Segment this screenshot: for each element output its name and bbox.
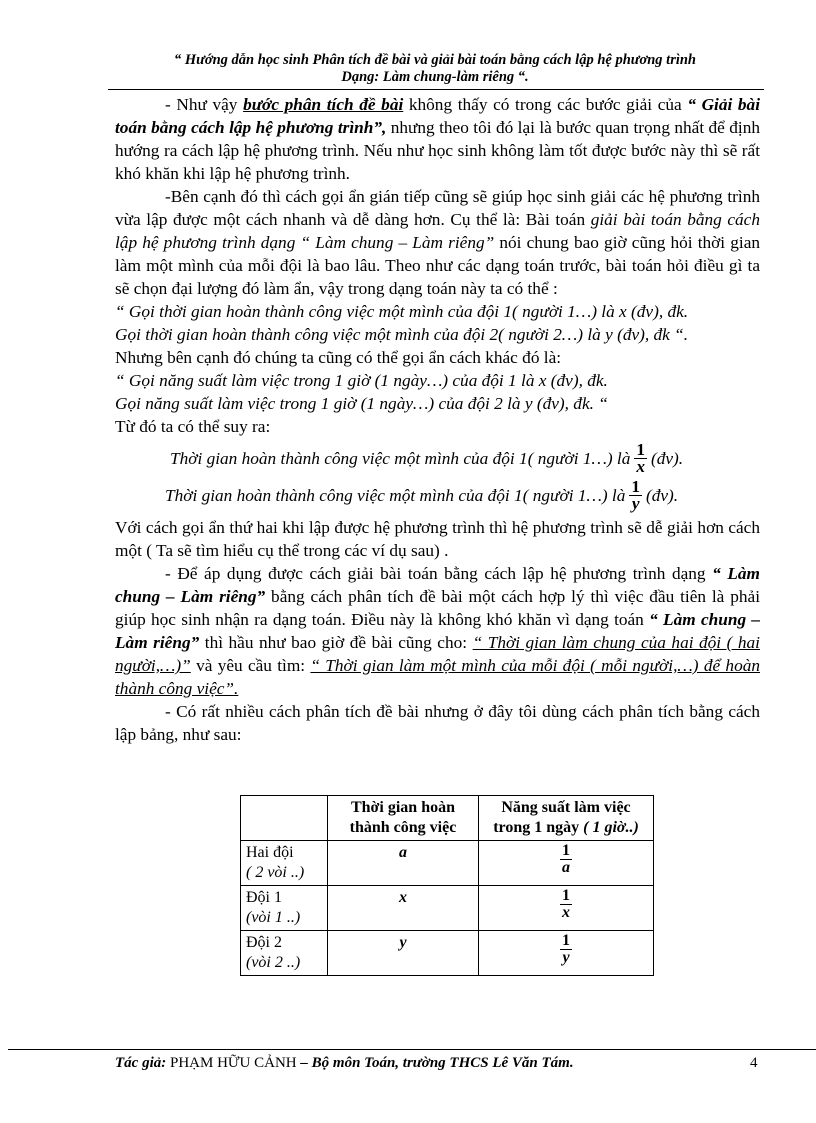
p1-text-a: - Như vậy	[165, 95, 244, 114]
page-number: 4	[750, 1055, 758, 1071]
p2-text-c: nói chung bao giờ cũng hỏi thời gian làm một mình của mỗi đội là bao lâu. Theo như các dạng toán trước, bài toán hỏi điều gì ta sẽ chọn đại lượng đó làm ẩn, vậy trong dạng toán này ta có thể :	[115, 233, 760, 298]
p1-emphasis-analysis: bước phân tích đề bài	[243, 95, 404, 114]
p6-text-g: và yêu cầu tìm:	[190, 656, 311, 675]
numerator: 1	[562, 887, 570, 904]
formula-1-unit: (đv).	[650, 449, 684, 468]
row-label-team-1	[241, 886, 328, 931]
table-header-time: Thời gian hoàn thành công việc	[328, 796, 479, 841]
running-header	[110, 52, 760, 86]
p6-text-a: - Để áp dụng được cách giải bài toán bằng cách lập hệ phương trình dạng	[165, 564, 713, 583]
footer-author	[115, 1055, 574, 1072]
fraction	[560, 843, 572, 876]
numerator: 1	[562, 842, 570, 859]
quote-1: “ Gọi thời gian hoàn thành công việc một mình của đội 1( người 1…) là x (đv), đk.	[115, 302, 689, 321]
cell-time-both: a	[328, 841, 479, 886]
numerator: 1	[562, 932, 570, 949]
paragraph-7: - Có rất nhiều cách phân tích đề bài nhưng ở đây tôi dùng cách phân tích bằng cách lập bảng, như sau:	[115, 702, 760, 744]
table-row	[241, 841, 654, 886]
p6-emphasis-type-1: “ Làm chung – Làm riêng”	[115, 564, 760, 606]
header-rule	[108, 89, 764, 90]
table-header-productivity	[479, 796, 654, 841]
formula-1-denominator: x	[636, 457, 645, 476]
paragraph-4: Từ đó ta có thể suy ra:	[115, 417, 271, 436]
formula-2-denominator: y	[631, 494, 640, 513]
p6-underlined-asked: “ Thời gian làm một mình của mỗi đội ( mỗi người,…) để hoàn thành công việc”.	[115, 656, 760, 698]
quote-4: Gọi năng suất làm việc trong 1 giờ (1 ngày…) của đội 2 là y (đv), đk. “	[115, 394, 608, 413]
denominator: a	[562, 859, 570, 876]
row-label-text: Đội 1	[246, 889, 282, 906]
productivity-header-unit: ( 1 giờ..)	[583, 819, 639, 836]
paragraph-3: Nhưng bên cạnh đó chúng ta cũng có thể gọi ẩn cách khác đó là:	[115, 348, 562, 367]
analysis-table	[240, 795, 654, 976]
cell-time-team-2: y	[328, 931, 479, 976]
formula-2-fraction	[629, 479, 642, 512]
paragraph-5: Với cách gọi ẩn thứ hai khi lập được hệ phương trình thì hệ phương trình sẽ dễ giải hơn cách một ( Ta sẽ tìm hiểu cụ thể trong các ví dụ sau) .	[115, 518, 760, 560]
row-label-sub: ( 2 vòi ..)	[246, 864, 305, 881]
row-label-text: Hai đội	[246, 844, 294, 861]
footer-author-label: Tác giả:	[115, 1055, 170, 1071]
formula-2-unit: (đv).	[645, 486, 679, 505]
table-row	[241, 886, 654, 931]
row-label-sub: (vòi 2 ..)	[246, 954, 301, 971]
formula-1-fraction	[634, 442, 647, 475]
cell-productivity-both	[479, 841, 654, 886]
formula-2-numerator: 1	[631, 477, 640, 496]
footer-affiliation: – Bộ môn Toán, trường THCS Lê Văn Tám.	[296, 1055, 574, 1071]
p6-text-e: thì hầu như bao giờ đề bài cũng cho:	[199, 633, 473, 652]
p2-text-a: -Bên cạnh đó thì cách gọi ẩn gián tiếp cũng sẽ giúp học sinh giải các hệ phương trình vừa lập được một cách nhanh và dễ dàng hơn. Cụ thể là: Bài toán	[115, 187, 760, 229]
p1-emphasis-title: “ Giải bài toán bằng cách lập hệ phương trình”,	[115, 95, 760, 137]
quote-2: Gọi thời gian hoàn thành công việc một mình của đội 2( người 2…) là y (đv), đk “.	[115, 325, 689, 344]
footer-author-name: PHẠM HỮU CẢNH	[169, 1055, 297, 1071]
denominator: y	[562, 949, 570, 966]
table-row	[241, 931, 654, 976]
p1-text-e: nhưng theo tôi đó lại là bước quan trọng nhất để định hướng ra cách lập hệ phương trình. Nếu như học sinh không làm tốt được bước này thì sẽ rất khó khăn khi lập hệ phương trình.	[115, 118, 760, 183]
p1-text-c: không thấy có trong các bước giải của	[403, 95, 688, 114]
table-corner-cell	[241, 796, 328, 841]
p6-text-c: bằng cách phân tích đề bài một cách hợp lý thì việc đầu tiên là phải giúp học sinh nhận ra dạng toán. Điều này là không khó khăn vì dạng toán	[115, 587, 760, 629]
formula-1-numerator: 1	[636, 440, 645, 459]
productivity-header-text: Năng suất làm việc trong 1 ngày	[493, 799, 631, 836]
row-label-sub: (vòi 1 ..)	[246, 909, 301, 926]
footer-rule	[8, 1049, 816, 1050]
fraction	[560, 888, 572, 921]
formula-1-text: Thời gian hoàn thành công việc một mình của đội 1( người 1…) là	[170, 449, 631, 468]
paragraph-6	[115, 562, 760, 700]
cell-productivity-team-1	[479, 886, 654, 931]
formula-1	[115, 442, 760, 475]
cell-time-team-1: x	[328, 886, 479, 931]
formula-2	[115, 479, 760, 512]
denominator: x	[562, 904, 570, 921]
p6-underlined-given: “ Thời gian làm chung của hai đội ( hai người,…)”	[115, 633, 760, 675]
row-label-team-2	[241, 931, 328, 976]
document-body	[115, 93, 760, 746]
p2-italic-problem-type: giải bài toán bằng cách lập hệ phương trình dạng “ Làm chung – Làm riêng”	[115, 210, 760, 252]
header-line-2: Dạng: Làm chung-làm riêng “.	[341, 69, 529, 85]
row-label-text: Đội 2	[246, 934, 282, 951]
p6-emphasis-type-2: “ Làm chung – Làm riêng”	[115, 610, 761, 652]
formula-2-text: Thời gian hoàn thành công việc một mình của đội 1( người 1…) là	[165, 486, 626, 505]
cell-productivity-team-2	[479, 931, 654, 976]
header-line-1: “ Hướng dẫn học sinh Phân tích đề bài và giải bài toán bằng cách lập hệ phương trình	[174, 52, 696, 68]
quote-3: “ Gọi năng suất làm việc trong 1 giờ (1 ngày…) của đội 1 là x (đv), đk.	[115, 371, 608, 390]
table-header-row	[241, 796, 654, 841]
fraction	[560, 933, 572, 966]
paragraph-1	[115, 93, 760, 185]
row-label-both	[241, 841, 328, 886]
paragraph-2	[115, 185, 760, 300]
